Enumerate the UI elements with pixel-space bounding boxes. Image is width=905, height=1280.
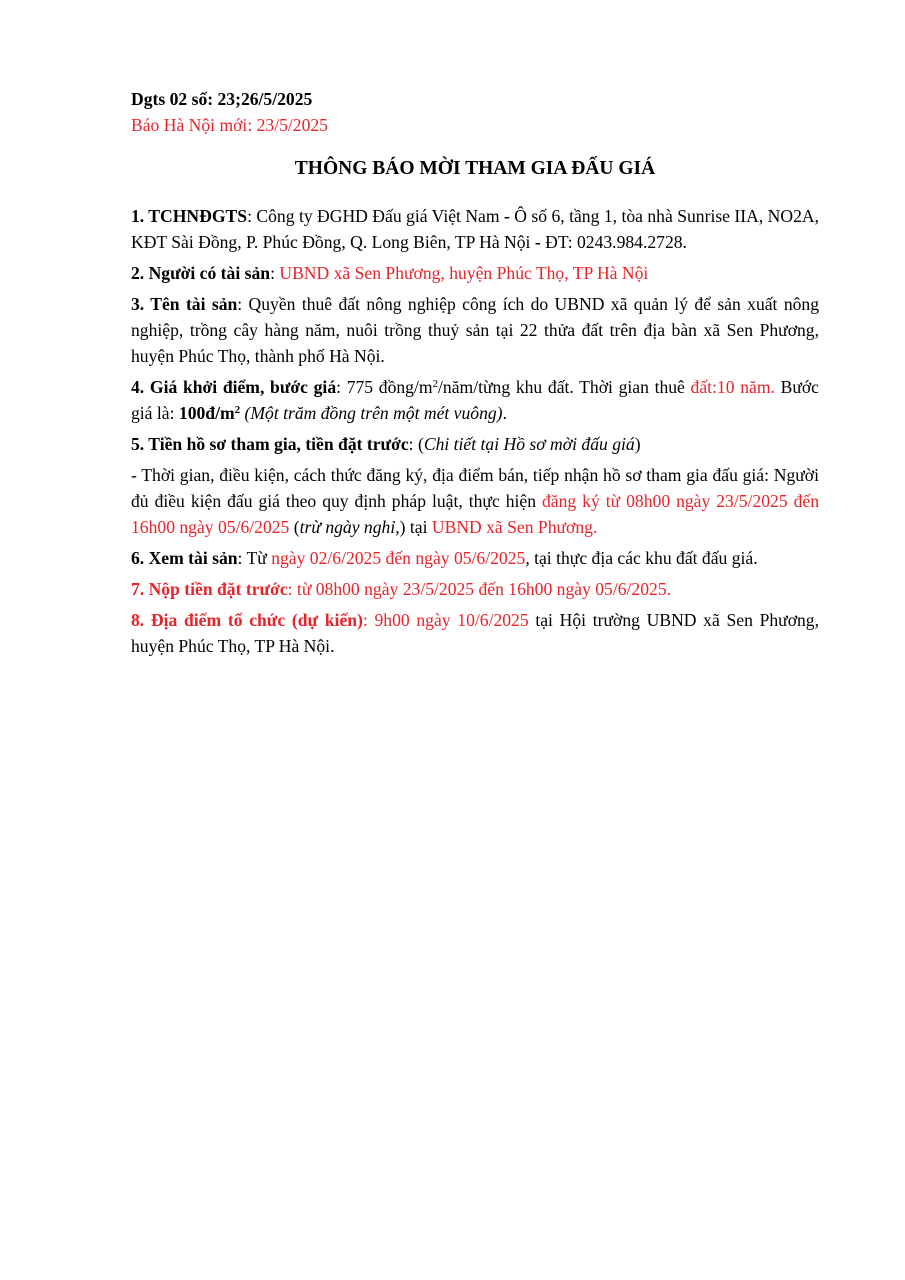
item-deposit-payment <box>131 576 819 602</box>
item-4-end: . <box>502 403 507 423</box>
item-5b-registration-period: đăng ký từ 08h00 ngày 23/5/2025 đến 16h00 ngày 05/6/2025 <box>131 491 819 537</box>
item-7-text: : từ 08h00 ngày 23/5/2025 đến 16h00 ngày 05/6/2025. <box>287 579 672 599</box>
item-4-text-b: /năm/từng khu đất. Thời gian thuê <box>438 377 691 397</box>
reference-number: Dgts 02 số: 23;26/5/2025 <box>131 89 313 109</box>
item-6-text-b: , tại thực địa các khu đất đấu giá. <box>525 548 758 568</box>
item-8-text: tại Hội trường UBND xã Sen Phương, huyện Phúc Thọ, TP Hà Nội. <box>131 610 820 656</box>
item-8-time: : 9h00 ngày 10/6/2025 <box>362 610 529 630</box>
item-7-label: 7. Nộp tiền đặt trước <box>131 579 288 599</box>
item-venue <box>131 607 819 659</box>
item-4-step-value-text: 100đ/m <box>178 403 235 423</box>
item-asset-owner <box>131 260 819 286</box>
item-1-text-b: Ô số 6, tầng 1, tòa nhà Sunrise IIA, NO2A, KĐT Sài Đồng, P. Phúc Đồng, Q. Long Biên, TP Hà Nội <box>131 206 819 252</box>
item-5-label: 5. Tiền hồ sơ tham gia, tiền đặt trước <box>131 434 409 454</box>
item-8-label: 8. Địa điểm tổ chức (dự kiến) <box>131 610 363 630</box>
item-registration <box>131 462 819 540</box>
page-title: THÔNG BÁO MỜI THAM GIA ĐẤU GIÁ <box>294 158 656 179</box>
item-4-label: 4. Giá khởi điểm, bước giá <box>131 377 337 397</box>
item-5-note: Chi tiết tại Hồ sơ mời đấu giá <box>423 434 635 454</box>
item-3-label: 3. Tên tài sản <box>131 294 238 314</box>
item-2-owner: UBND xã Sen Phương, huyện Phúc Thọ, TP Hà Nội <box>279 263 649 283</box>
item-6-text-a: : Từ <box>237 548 272 568</box>
item-6-label: 6. Xem tài sản <box>131 548 238 568</box>
item-asset-viewing <box>131 545 819 571</box>
item-4-sup-1: 2 <box>432 378 439 390</box>
item-4-step-value <box>179 403 240 423</box>
publication-source: Báo Hà Nội mới: 23/5/2025 <box>131 115 328 135</box>
item-2-colon: : <box>270 263 280 283</box>
item-5-text-b: ) <box>634 434 641 454</box>
item-5b-end: . <box>592 517 598 537</box>
item-1-dash-2: - <box>534 232 541 252</box>
item-1-dash-1: - <box>503 206 510 226</box>
item-4-lease-term: đất:10 năm. <box>690 377 775 397</box>
item-5-text-a: : ( <box>408 434 424 454</box>
item-4-step-note: (Một trăm đồng trên một mét vuông) <box>240 403 503 423</box>
item-5b-location: UBND xã Sen Phương <box>431 517 593 537</box>
item-6-viewing-period: ngày 02/6/2025 đến ngày 05/6/2025 <box>271 548 526 568</box>
item-4-text-c: Bước giá là: <box>131 377 819 423</box>
notice-body <box>131 86 819 664</box>
item-5b-text-c: ) tại <box>399 517 432 537</box>
item-5b-text-a: - Thời gian, điều kiện, cách thức đăng ký, địa điểm bán, tiếp nhận hồ sơ tham gia đấu giá: Người đủ điều kiện đấu giá theo quy định pháp luật, thực hiện <box>131 465 819 511</box>
item-2-label: 2. Người có tài sản <box>131 263 271 283</box>
item-5b-note: trừ ngày nghỉ, <box>299 517 400 537</box>
item-4-sup-2: 2 <box>234 404 241 416</box>
item-1-text-a: : Công ty ĐGHD Đấu giá Việt Nam <box>247 206 504 226</box>
item-3-text: : Quyền thuê đất nông nghiệp công ích do UBND xã quản lý để sản xuất nông nghiệp, trồng cây hàng năm, nuôi trồng thuỷ sản tại 22 thửa đất trên địa bàn xã Sen Phương, huyện Phúc Thọ, thành phố Hà Nội. <box>131 294 820 366</box>
item-fees-deposit <box>131 431 819 457</box>
item-5b-text-b: ( <box>289 517 300 537</box>
item-starting-price <box>131 374 819 426</box>
item-4-text-a: : 775 đồng/m <box>336 377 433 397</box>
item-1-text-c: ĐT: 0243.984.2728. <box>540 232 687 252</box>
item-1-label: 1. TCHNĐGTS <box>131 206 248 226</box>
item-organization <box>131 203 819 255</box>
item-asset-name <box>131 291 819 369</box>
